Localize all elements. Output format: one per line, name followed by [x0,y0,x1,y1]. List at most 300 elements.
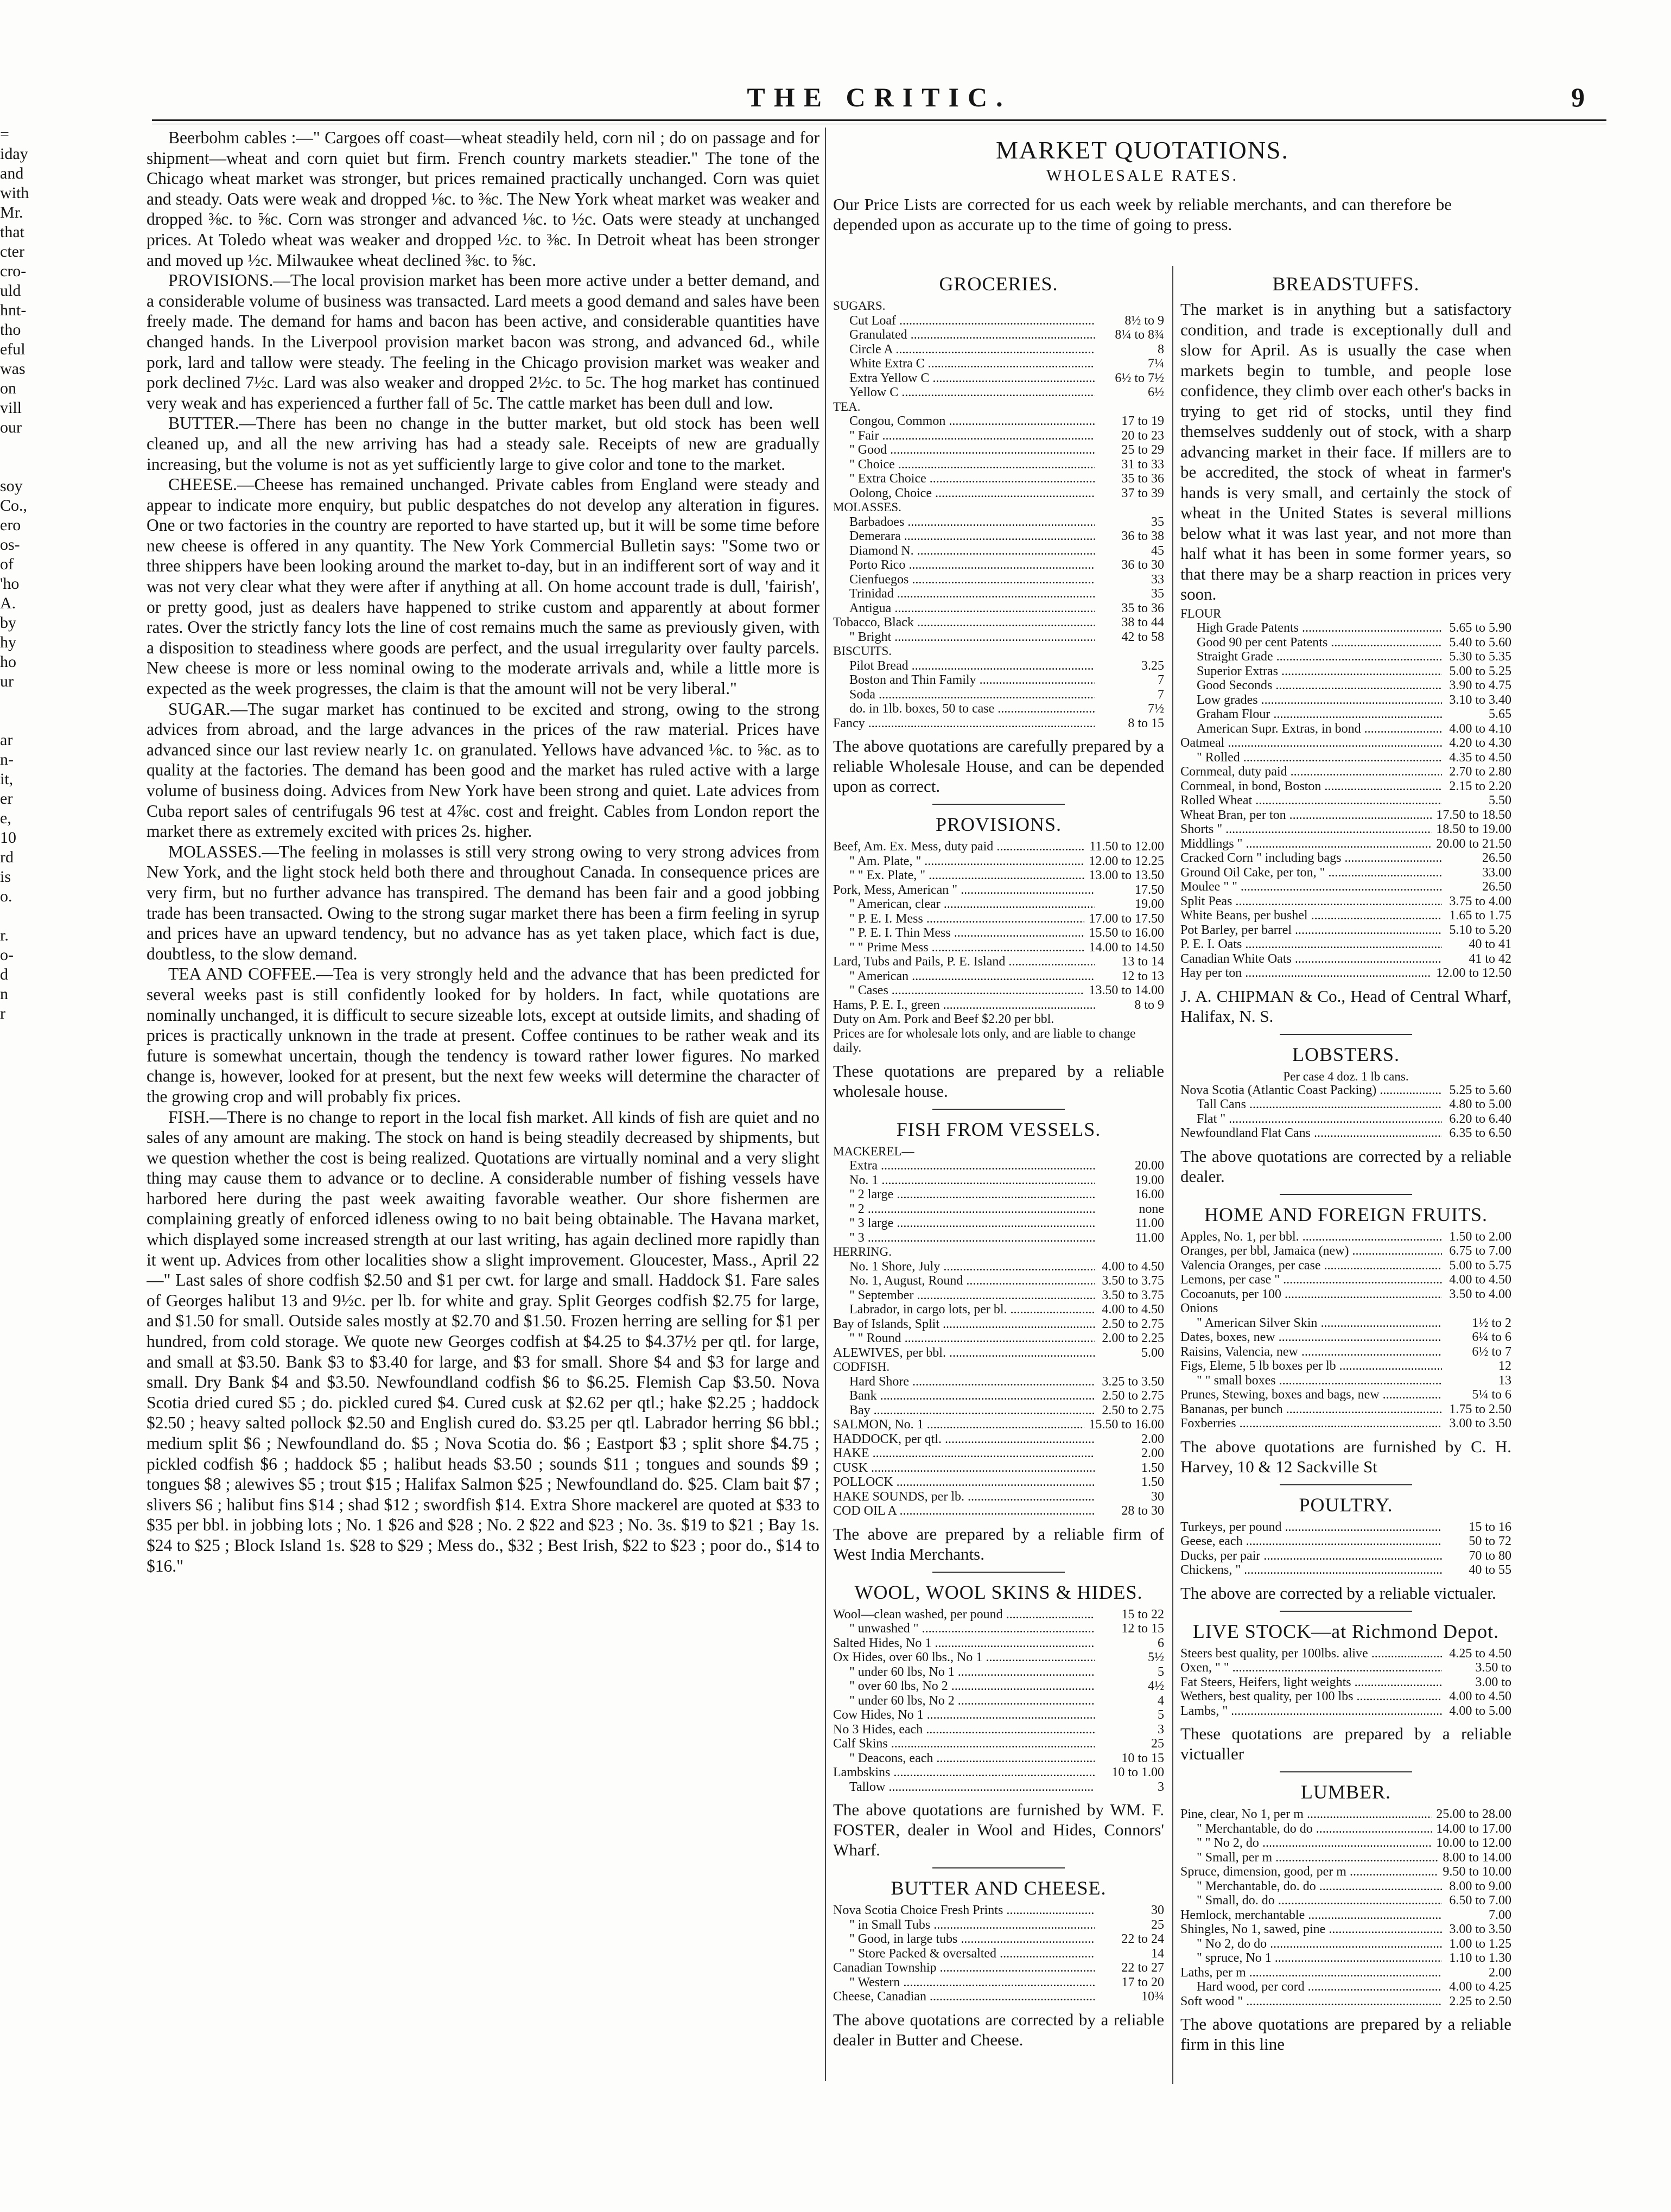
table-row [1180,1661,1511,1675]
item-name: Steers best quality, per 100lbs. alive ..... [1180,1647,1442,1661]
item-price: 37 to 39 [1121,486,1164,500]
item-name: Split Peas ..... [1180,894,1442,909]
table-row [1180,1937,1511,1952]
item-price: 6.35 to 6.50 [1449,1126,1511,1140]
item-name: No. 1 Shore, July ..... [833,1260,1095,1274]
item-price: 4.00 to 4.50 [1102,1259,1164,1274]
table-row [833,414,1164,429]
table-row [833,1274,1164,1288]
item-price: 6 [1158,1636,1164,1650]
livestock-table [1180,1647,1511,1719]
market-intro: Our Price Lists are corrected for us each week by reliable merchants, and can therefore be depended upon as accurate up to the time of going to press. [833,195,1452,234]
table-row [1180,1966,1511,1980]
breadstuffs-section [1180,272,1511,1026]
item-price: 3 [1158,1722,1164,1737]
fruits-section [1180,1203,1511,1477]
item-name: High Grade Patents ..... [1180,621,1442,635]
item-price: 15 to 16 [1469,1520,1511,1534]
market-subtitle: WHOLESALE RATES. [1046,167,1238,185]
table-row [1180,894,1511,909]
item-price: 5½ [1148,1650,1164,1664]
item-name: Straight Grade ..... [1180,650,1442,664]
item-name: " P. E. I. Thin Mess ..... [833,926,1084,940]
wool-section [833,1580,1164,1860]
table-row [833,1260,1164,1274]
item-price: 3.50 to 3.75 [1102,1288,1164,1302]
livestock-section [1180,1619,1511,1764]
item-name: Good Seconds ..... [1180,678,1442,693]
margin-fragment: d [0,965,8,983]
item-price: 12 [1498,1359,1511,1373]
table-row [833,1975,1164,1990]
item-name: " Small, per m ..... [1180,1851,1438,1865]
margin-fragment: 10 [0,829,16,847]
groceries-table [833,299,1164,730]
item-name: Bananas, per bunch ..... [1180,1402,1442,1417]
table-row [833,702,1164,716]
table-row [833,659,1164,673]
table-row [1180,1980,1511,1994]
item-name: ALEWIVES, per bbl. ..... [833,1346,1095,1361]
table-row [833,1202,1164,1217]
poultry-note: The above are corrected by a reliable victualer. [1180,1583,1496,1603]
item-name: No 3 Hides, each ..... [833,1722,1095,1737]
table-row [833,940,1164,955]
item-name: Labrador, in cargo lots, per bl. ..... [833,1302,1095,1317]
item-name: Cut Loaf ..... [833,314,1095,328]
item-price: 5.30 to 5.35 [1449,650,1511,664]
table-row [833,868,1164,883]
table-row [833,1490,1164,1504]
table-row [833,314,1164,328]
item-price: 4½ [1148,1679,1164,1693]
report-paragraph: PROVISIONS.—The local provision market has been more active under a better demand, and a considerable volume of business was transacted. Lard meets a good demand and sales have been freely made. The demand for hams and bacon has been active, and considerable quantities have changed hands. In the Liverpool provision market bacon was strong, and advanced 6d., while pork, lard and tallow were steady. The feeling in the Chicago provision market was weaker and pork declined 7½c. Lard was also weaker and dropped 2½c. to 5c. The hog market has continued very weak and has experienced a further fall of 5c. The cattle market has been dull and low. [147,271,819,412]
item-name: Bay of Islands, Split ..... [833,1317,1095,1332]
item-price: 20 to 23 [1121,428,1164,443]
item-price: 4.35 to 4.50 [1449,750,1511,765]
item-price: 16.00 [1135,1187,1164,1202]
margin-fragment: rd [0,848,14,866]
butter-note: The above quotations are corrected by a reliable dealer in Butter and Cheese. [833,2010,1164,2049]
table-row [833,601,1164,616]
table-row [833,630,1164,645]
item-price: 42 to 58 [1121,630,1164,644]
item-name: " Am. Plate, " ..... [833,854,1084,869]
item-price: 2.50 to 2.75 [1102,1317,1164,1331]
item-name: P. E. I. Oats ..... [1180,937,1442,952]
section-rule [932,1572,1065,1573]
table-row [833,1751,1164,1766]
table-row [833,983,1164,998]
margin-fragment: A. [0,594,16,612]
margin-fragment: ar [0,731,13,749]
table-row [1180,650,1511,664]
item-name: " " Ex. Plate, " ..... [833,868,1084,883]
table-group-label: CODFISH. [833,1360,890,1374]
item-price: 14.00 to 14.50 [1089,940,1164,955]
item-price: 18.50 to 19.00 [1436,822,1511,836]
item-price: 6.75 to 7.00 [1449,1244,1511,1258]
item-price: 3 [1158,1779,1164,1794]
table-row [833,1173,1164,1188]
section-rule [932,1109,1065,1110]
page-number: 9 [1571,82,1585,112]
item-price: 3.50 to 4.00 [1449,1287,1511,1301]
report-paragraph: BUTTER.—There has been no change in the butter market, but old stock has been well cleaned up, and all the new arriving has had a steady sale. Receipts of new are gradually increasing, but the volume is not as yet sufficiently large to give color and tone to the market. [147,414,819,474]
table-row [1180,1534,1511,1549]
item-name: " Merchantable, do. do ..... [1180,1879,1442,1894]
item-name: Moulee " " ..... [1180,880,1442,894]
item-name: " under 60 lbs, No 1 ..... [833,1665,1095,1680]
item-name: Tall Cans ..... [1180,1097,1442,1112]
item-name: Cracked Corn " including bags ..... [1180,851,1442,866]
table-row [833,1903,1164,1918]
item-price: 12.00 to 12.25 [1089,854,1164,868]
item-name: Demerara ..... [833,529,1095,544]
report-paragraph: Beerbohm cables :—" Cargoes off coast—wheat steadily held, corn nil ; do on passage and for shipment—wheat and corn quiet but firm. French country markets steadier." The tone of the Chicago wheat market was stronger, but prices remained practically unchanged. Corn was quiet and steady. Oats were weak and dropped ⅛c. to ⅜c. The New York wheat market was weaker and dropped ⅜c. to ⅝c. Corn was stronger and advanced ⅛c. to ½c. Oats were steady at unchanged prices. At Toledo wheat was weaker and dropped ½c. to ⅜c. In Detroit wheat has been stronger and moved up ½c. Milwaukee wheat declined ⅜c. to ⅝c. [147,128,819,270]
item-price: 3.00 to 3.50 [1449,1416,1511,1431]
margin-fragment: was [0,360,26,378]
table-row [833,328,1164,342]
table-row [833,1432,1164,1447]
right-edge-fragments [1649,0,1671,1302]
table-row [1180,1704,1511,1719]
item-name: Tallow ..... [833,1780,1095,1795]
item-name: Hard Shore ..... [833,1375,1095,1389]
item-price: 25 to 29 [1121,443,1164,457]
table-row [1180,1416,1511,1431]
livestock-heading: LIVE STOCK—at Richmond Depot. [1192,1620,1500,1642]
item-name: " American, clear ..... [833,897,1095,912]
table-row [833,529,1164,544]
table-row [1180,822,1511,837]
item-name: Low grades ..... [1180,693,1442,708]
item-name: Granulated ..... [833,328,1095,342]
section-rule [1280,1034,1412,1035]
item-price: 19.00 [1135,1173,1164,1187]
item-price: 50 to 72 [1469,1534,1511,1548]
table-group-label: BISCUITS. [833,644,892,658]
table-row [833,1765,1164,1780]
table-row [1180,1330,1511,1345]
item-price: 2.50 to 2.75 [1102,1403,1164,1418]
groceries-section [833,272,1164,796]
item-name: Cow Hides, No 1 ..... [833,1708,1095,1722]
table-row [833,854,1164,869]
item-price: 1.75 to 2.50 [1449,1402,1511,1416]
item-price: 5.50 [1489,793,1511,808]
table-row [833,1961,1164,1975]
table-row [833,883,1164,898]
middle-quotations-column [833,269,1164,2050]
table-row [833,1389,1164,1403]
item-name: Congou, Common ..... [833,414,1095,429]
column-divider [1172,266,1173,2084]
item-price: 2.00 [1141,1432,1164,1446]
item-price: 2.00 to 2.25 [1102,1331,1164,1345]
item-price: 15.50 to 16.00 [1089,926,1164,940]
butter-heading: BUTTER AND CHEESE. [891,1877,1107,1899]
margin-fragment: eful [0,340,26,358]
item-name: Shorts " ..... [1180,822,1432,837]
item-name: " September ..... [833,1288,1095,1303]
item-name: Ground Oil Cake, per ton, " ..... [1180,866,1442,880]
item-price: 8 to 9 [1134,997,1164,1012]
item-name: Diamond N. ..... [833,544,1095,558]
wool-table [833,1607,1164,1795]
table-row [833,969,1164,984]
table-row [833,1288,1164,1303]
item-name: Spruce, dimension, good, per m ..... [1180,1865,1438,1879]
table-row [1180,1301,1511,1316]
item-name: " in Small Tubs ..... [833,1918,1095,1933]
table-row [1180,1083,1511,1098]
margin-fragment: uld [0,282,21,300]
table-row [1180,1807,1511,1822]
item-name: Geese, each ..... [1180,1534,1442,1549]
lobsters-table [1180,1083,1511,1141]
item-price: 35 to 36 [1121,472,1164,486]
margin-fragment: ero [0,516,21,534]
table-row [1180,1549,1511,1563]
item-name: Hams, P. E. I., green ..... [833,998,1095,1013]
table-row [1180,1994,1511,2009]
table-row [833,357,1164,371]
table-row [1180,779,1511,794]
item-price: 35 to 36 [1121,601,1164,615]
table-row [833,1475,1164,1490]
item-price: 7.00 [1489,1908,1511,1922]
item-name: Graham Flour ..... [1180,707,1442,722]
margin-fragment: is [0,868,11,886]
item-price: 3.00 to [1475,1675,1511,1689]
margin-fragment: o. [0,887,12,905]
margin-fragment: cter [0,243,24,260]
margin-fragment: ur [0,672,14,690]
margin-fragment: ho [0,653,16,671]
item-name: Pilot Bread ..... [833,659,1095,673]
item-name: " No 2, do do ..... [1180,1937,1442,1952]
market-report-column [147,128,819,2081]
table-row [1180,1879,1511,1894]
table-row [1180,1126,1511,1141]
item-name: " Rolled ..... [1180,751,1442,765]
item-price: 4.80 to 5.00 [1449,1097,1511,1111]
item-name: Nova Scotia (Atlantic Coast Packing) ..... [1180,1083,1442,1098]
item-price: 40 to 55 [1469,1563,1511,1577]
item-price: 26.50 [1482,880,1511,894]
item-name: Tobacco, Black ..... [833,615,1095,630]
table-group-label: HERRING. [833,1245,892,1258]
item-name: " P. E. I. Mess ..... [833,912,1084,926]
table-row [833,998,1164,1013]
item-price: 7¼ [1148,357,1164,371]
item-price: 20.00 to 21.50 [1436,836,1511,851]
item-price: 41 to 42 [1469,951,1511,966]
item-name: " over 60 lbs, No 2 ..... [833,1679,1095,1694]
table-row [1180,722,1511,736]
item-name: Calf Skins ..... [833,1737,1095,1751]
table-row [833,385,1164,400]
item-name: Bank ..... [833,1389,1095,1403]
item-price: 22 to 27 [1121,1961,1164,1975]
breadstuffs-text: The market is in anything but a satisfactory condition, and trade is exceptionally dull and slow for April. As is usually the case when markets begin to tumble, and people lose confidence, they climb over each other's backs in trying to get rid of stocks, until they find themselves suddenly out of stock, with a sharp advancing market in their face. If millers are to be accredited, the stock of wheat in farmer's hands is very small, and certainly the stock of wheat in the United States is several millions below what it was last year, and not more than half what it has been in some former years, so that there may be a sharp reaction in prices very soon. [1180,300,1511,603]
margin-fragment: tho [0,321,21,339]
item-price: 12 to 15 [1121,1622,1164,1636]
table-row [833,573,1164,587]
margin-fragment [0,711,33,730]
item-price: 5.65 to 5.90 [1449,621,1511,635]
table-row [1180,1258,1511,1273]
item-name: Soft wood " ..... [1180,1994,1442,2009]
item-name: Hard wood, per cord ..... [1180,1980,1442,1994]
item-name: American Supr. Extras, in bond ..... [1180,722,1442,736]
item-price: 12.00 to 12.50 [1436,966,1511,980]
table-row [1180,1520,1511,1535]
table-group-label: MOLASSES. [833,500,901,514]
item-price: 1.00 to 1.25 [1449,1936,1511,1951]
item-price: 5.65 [1489,707,1511,721]
margin-fragment: vill [0,399,22,417]
table-row [1180,1822,1511,1836]
report-paragraph: FISH.—There is no change to report in the local fish market. All kinds of fish are quiet and no sales of any amount are making. The stock on hand is being steadily decreased by shipments, but we question whether the cost is being realized. Quotations are virtually nominal and a very slight thing may cause them to advance or to decline. A considerable number of fishing vessels have harbored here during the past week awaiting favorable weather. Our shore fishermen are complaining greatly of enforced idleness owing to no bait being obtainable. The Havana market, which displayed some increased strength at our last writing, has again declined more rapidly than it went up. Advices from other localities show a slight improvement. Gloucester, Mass., April 22—" Last sales of shore codfish $2.50 and $1 per cwt. for large and small. Haddock $1. Fare sales of Georges halibut 13 and 9½c. per lb. for white and gray. Split Georges codfish $2.75 for large, and $1.50 for small. Outside sales mostly at $2.70 and $1.50. Frozen herring are selling for $1 per hundred, from cold storage. We quote new Georges codfish at $4.25 to $4.37½ per qtl. for large, and small at $3.50. Bank $3 to $3.40 for large, and $3 for small. Shore $4 and $3 for large and small. Dry Bank $4 and $3.50. Newfoundland codfish $6 to $6.25. Flemish Cap $3.50. Nova Scotia dried cured $5 ; do. pickled cured $4. Cured cusk at $2.62 per qtl.; hake $2.25 ; haddock $2.50 ; heavy salted pollock $2.50 and English cured do. $3.25 per qtl. Labrador herring $6 bbl.; medium split $6 ; Newfoundland do. $5 ; Nova Scotia do. $6 ; Eastport $3 ; split shore $4.75 ; pickled codfish $6 ; haddock $5 ; halibut heads $3.50 ; sounds $11 ; tongues and sounds $9 ; tongues $8 ; alewives $5 ; trout $15 ; Halifax Salmon $25 ; Newfoundland do. $25. Clam bait $7 ; slivers $6 ; halibut fins $14 ; shad $12 ; swordfish $14. Extra Shore mackerel are quoted at $33 to $35 per bbl. in jobbing lots ; No. 1 $26 and $28 ; No. 2 $22 and $23 ; No. 3s. $19 to $21 ; Bay 1s. $24 to $25 ; Block Island 1s. $28 to $29 ; Mess do., $32 ; Best Irish, $22 to $23 ; poor do., $14 to $16." [147,1107,819,1575]
item-name: Foxberries ..... [1180,1416,1442,1431]
item-price: 6.50 to 7.00 [1449,1893,1511,1908]
table-row [833,1302,1164,1317]
table-row [1180,1273,1511,1287]
item-price: 2.00 [1489,1965,1511,1980]
item-name: Newfoundland Flat Cans ..... [1180,1126,1442,1141]
table-row [1180,1244,1511,1258]
table-row [1180,1893,1511,1908]
item-name: " 3 ..... [833,1231,1095,1245]
table-row [833,1780,1164,1795]
table-row [1180,736,1511,751]
margin-fragment [0,691,33,711]
table-row [833,840,1164,854]
table-group-label: TEA. [833,399,861,414]
item-price: 5.10 to 5.20 [1449,923,1511,937]
margin-fragment: hy [0,633,16,651]
table-row [833,1403,1164,1418]
table-row [833,457,1164,472]
item-name: Pine, clear, No 1, per m ..... [1180,1807,1432,1822]
table-row [1180,923,1511,938]
fruits-heading: HOME AND FOREIGN FRUITS. [1204,1203,1488,1225]
table-row [833,1159,1164,1173]
table-row [833,1231,1164,1245]
table-row [833,587,1164,601]
item-name: Wethers, best quality, per 100 lbs ..... [1180,1689,1442,1704]
table-row [833,1461,1164,1476]
table-row [1180,1287,1511,1302]
lobsters-section [1180,1043,1511,1186]
table-row [1180,693,1511,708]
item-name: Hemlock, merchantable ..... [1180,1908,1442,1923]
table-row [1180,1097,1511,1112]
section-rule [1280,1194,1412,1195]
item-price: 26.50 [1482,851,1511,865]
item-price: 6¼ to 6 [1472,1330,1511,1344]
item-name: Yellow C ..... [833,385,1095,400]
fruits-note: The above quotations are furnished by C. H. Harvey, 10 & 12 Sackville St [1180,1436,1511,1476]
item-price: 10 to 1.00 [1111,1765,1164,1779]
item-price: 8 to 15 [1128,716,1164,730]
item-name: " Fair ..... [833,429,1095,443]
item-name: Circle A ..... [833,342,1095,357]
item-price: 1.65 to 1.75 [1449,908,1511,923]
item-name: Soda ..... [833,688,1095,702]
groceries-note: The above quotations are carefully prepared by a reliable Wholesale House, and can be depended upon as correct. [833,736,1164,796]
table-row [1180,678,1511,693]
item-name: Figs, Eleme, 5 lb boxes per lb ..... [1180,1359,1442,1374]
item-price: 13.00 to 13.50 [1089,868,1164,882]
section-rule [932,804,1065,805]
item-price: 12 to 13 [1121,969,1164,983]
butter-section [833,1876,1164,2050]
table-row [1180,851,1511,866]
item-name: " American ..... [833,969,1095,984]
item-name: Dates, boxes, new ..... [1180,1330,1442,1345]
table-row [833,1679,1164,1694]
item-price: 35 [1151,514,1164,529]
table-row [833,472,1164,486]
item-price: 8½ to 9 [1124,313,1164,328]
item-price: 33.00 [1482,865,1511,880]
item-name: Cornmeal, in bond, Boston ..... [1180,779,1442,794]
poultry-table [1180,1520,1511,1578]
item-name: Cienfuegos ..... [833,573,1095,587]
margin-fragment: n- [0,751,14,768]
margin-fragment: soy [0,477,23,495]
table-row [1180,621,1511,635]
margin-fragment: of [0,555,14,573]
newspaper-title: THE CRITIC. [747,82,1012,112]
item-price: 10¾ [1141,1989,1164,2004]
item-price: 17 to 20 [1121,1975,1164,1989]
table-row [833,1446,1164,1461]
table-row [833,544,1164,558]
table-row [1180,1908,1511,1923]
table-row [833,1947,1164,1961]
market-title: MARKET QUOTATIONS. [995,136,1289,164]
table-row [1180,1836,1511,1851]
table-row [833,1375,1164,1389]
item-name: Fancy ..... [833,716,1095,731]
table-row [1180,880,1511,894]
margin-fragment: r. [0,926,9,944]
item-name: " Deacons, each ..... [833,1751,1095,1766]
item-price: 22 to 24 [1121,1932,1164,1946]
item-price: 11.00 [1135,1230,1164,1245]
item-price: 4.00 to 5.00 [1449,1704,1511,1718]
margin-fragment: e, [0,809,11,827]
groceries-heading: GROCERIES. [939,273,1058,295]
item-price: none [1139,1202,1164,1216]
lumber-section [1180,1780,1511,2054]
table-row [833,1418,1164,1432]
item-price: 13 [1498,1373,1511,1388]
item-name: " Good, in large tubs ..... [833,1932,1095,1947]
fish-note: The above are prepared by a reliable firm of West India Merchants. [833,1524,1164,1563]
item-price: 3.50 to 3.75 [1102,1274,1164,1288]
item-name: " " Prime Mess ..... [833,940,1084,955]
item-name: Barbadoes ..... [833,515,1095,530]
item-name: " Choice ..... [833,457,1095,472]
item-name: Flat " ..... [1180,1112,1442,1127]
item-name: " Bright ..... [833,630,1095,645]
item-name: " 2 large ..... [833,1187,1095,1202]
